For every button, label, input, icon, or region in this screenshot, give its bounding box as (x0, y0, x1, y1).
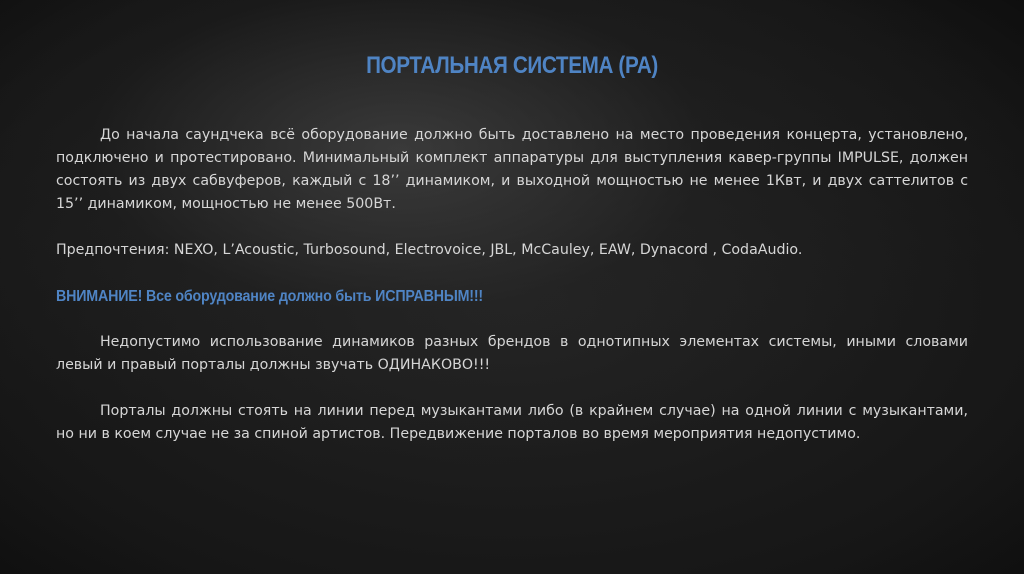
portal-placement-paragraph: Порталы должны стоять на линии перед музыкантами либо (в крайнем случае) на одной линии с музыкантами, но ни в коем случае не за спиной артистов. Передвижение порталов во время мероприятия недопустимо. (56, 403, 968, 442)
warning-line: ВНИМАНИЕ! Все оборудование должно быть ИСПРАВНЫМ!!! (56, 288, 483, 305)
equipment-requirements-paragraph: До начала саундчека всё оборудование должно быть доставлено на место проведения концерта, установлено, подключено и протестировано. Минимальный комплект аппаратуры для выступления кавер-группы IMPULSE, должен состоять из двух сабвуферов, каждый с 18’’ динамиком, и выходной мощностью не менее 1Квт, и двух саттелитов с 15’’ динамиком, мощностью не менее 500Вт. (56, 127, 968, 212)
slide-title: ПОРТАЛЬНАЯ СИСТЕМА (PA) (366, 52, 658, 79)
brand-consistency-paragraph: Недопустимо использование динамиков разных брендов в однотипных элементах системы, иными словами левый и правый порталы должны звучать ОДИНАКОВО!!! (56, 334, 968, 373)
spacer (56, 216, 968, 239)
spacer (56, 377, 968, 400)
slide-body (56, 124, 968, 446)
preferences-line: Предпочтения: NEXO, L’Acoustic, Turbosound, Electrovoice, JBL, McCauley, EAW, Dynacord , CodaAudio. (56, 242, 803, 258)
spacer (56, 308, 968, 331)
spacer (56, 262, 968, 285)
